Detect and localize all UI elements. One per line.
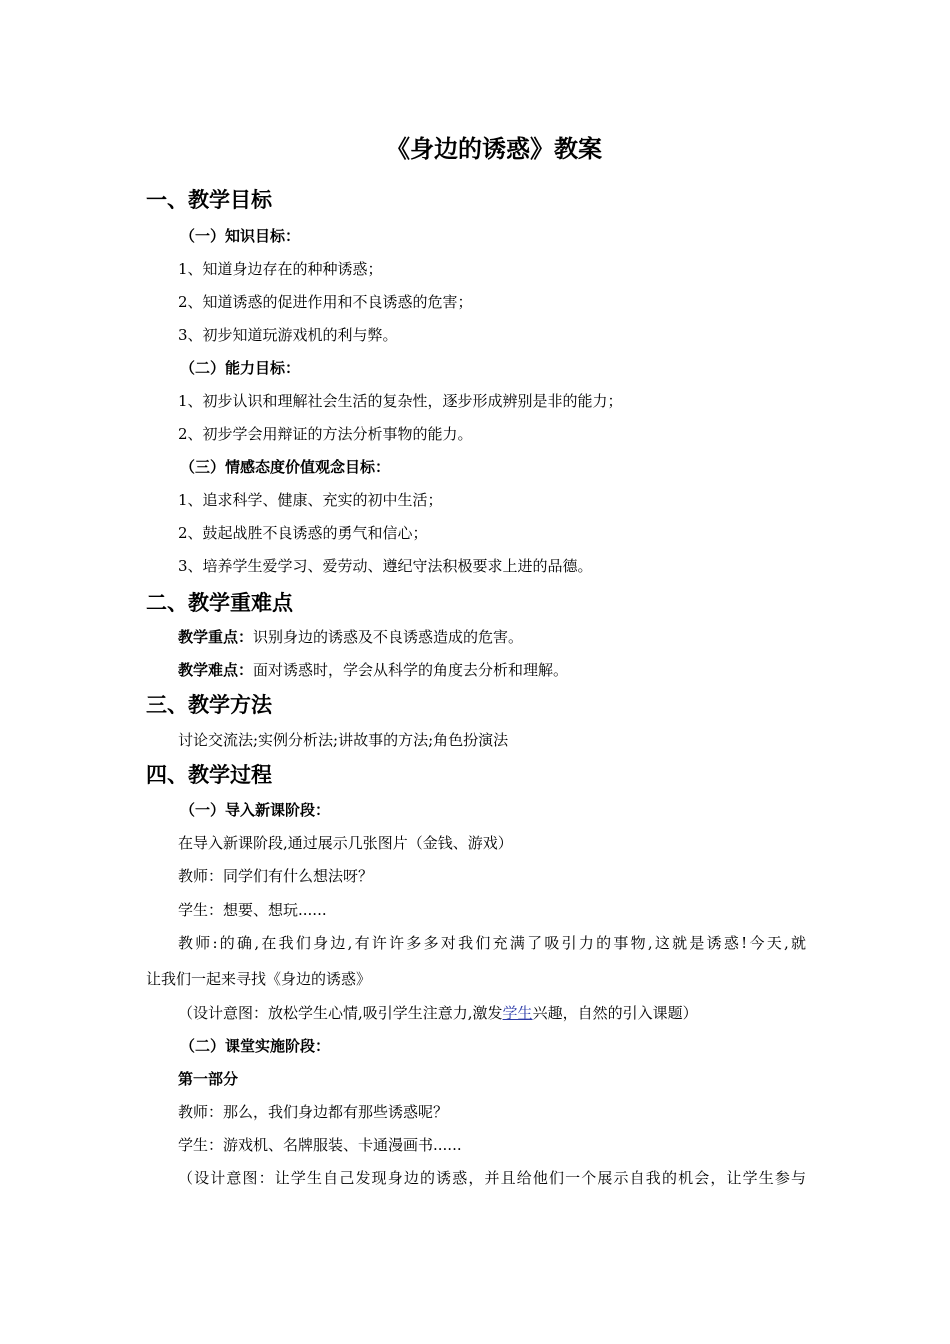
document-title: 《身边的诱惑》教案: [386, 134, 602, 163]
teacher-line-continued: 让我们一起来寻找《身边的诱惑》: [146, 970, 372, 988]
goal-item: 1、初步认识和理解社会生活的复杂性，逐步形成辨别是非的能力；: [178, 392, 623, 410]
difficult-point-text: 面对诱惑时，学会从科学的角度去分析和理解。: [253, 661, 569, 679]
section-heading-goals: 一、教学目标: [146, 187, 272, 212]
goal-item: 2、初步学会用辩证的方法分析事物的能力。: [178, 425, 473, 443]
difficult-point-label: 教学难点：: [178, 661, 254, 679]
design-intent-text: （设计意图：放松学生心情,吸引学生注意力,激发: [178, 1004, 503, 1022]
design-intent-line: （设计意图：让学生自己发现身边的诱惑，并且给他们一个展示自我的机会，让学生参与: [178, 1169, 806, 1187]
process-line: 教师：同学们有什么想法呀？: [178, 867, 374, 885]
design-intent-line: [178, 1003, 698, 1023]
process-line: 学生：想要、想玩......: [178, 901, 327, 919]
key-point-line: [178, 627, 523, 647]
stage-label-implementation: （二）课堂实施阶段：: [180, 1037, 331, 1055]
process-line: 学生：游戏机、名牌服装、卡通漫画书......: [178, 1136, 462, 1154]
goal-label-attitude: （三）情感态度价值观念目标：: [180, 458, 391, 476]
difficult-point-line: [178, 660, 568, 680]
key-point-label: 教学重点：: [178, 628, 254, 646]
students-link[interactable]: 学生: [502, 1004, 533, 1022]
goal-item: 3、培养学生爱学习、爱劳动、遵纪守法积极要求上进的品德。: [178, 557, 593, 575]
goal-label-knowledge: （一）知识目标：: [180, 227, 301, 245]
section-heading-process: 四、教学过程: [146, 762, 272, 787]
design-intent-text-end: 兴趣，自然的引入课题）: [532, 1004, 698, 1022]
process-line: 教师：那么，我们身边都有那些诱惑呢？: [178, 1103, 449, 1121]
goal-item: 2、知道诱惑的促进作用和不良诱惑的危害；: [178, 293, 473, 311]
methods-text: 讨论交流法;实例分析法;讲故事的方法;角色扮演法: [178, 731, 509, 749]
section-heading-methods: 三、教学方法: [146, 692, 272, 717]
goal-item: 1、知道身边存在的种种诱惑；: [178, 260, 383, 278]
goal-item: 3、初步知道玩游戏机的利与弊。: [178, 326, 398, 344]
key-point-text: 识别身边的诱惑及不良诱惑造成的危害。: [253, 628, 524, 646]
goal-item: 2、鼓起战胜不良诱惑的勇气和信心；: [178, 524, 428, 542]
goal-item: 1、追求科学、健康、充实的初中生活；: [178, 491, 443, 509]
teacher-line: 教师:的确,在我们身边,有许许多多对我们充满了吸引力的事物,这就是诱惑!今天,就: [178, 934, 806, 952]
stage-label-intro: （一）导入新课阶段：: [180, 801, 331, 819]
section-heading-key-points: 二、教学重难点: [146, 590, 293, 615]
process-line: 在导入新课阶段,通过展示几张图片（金钱、游戏）: [178, 834, 513, 852]
part-label: 第一部分: [178, 1070, 239, 1088]
goal-label-ability: （二）能力目标：: [180, 359, 301, 377]
